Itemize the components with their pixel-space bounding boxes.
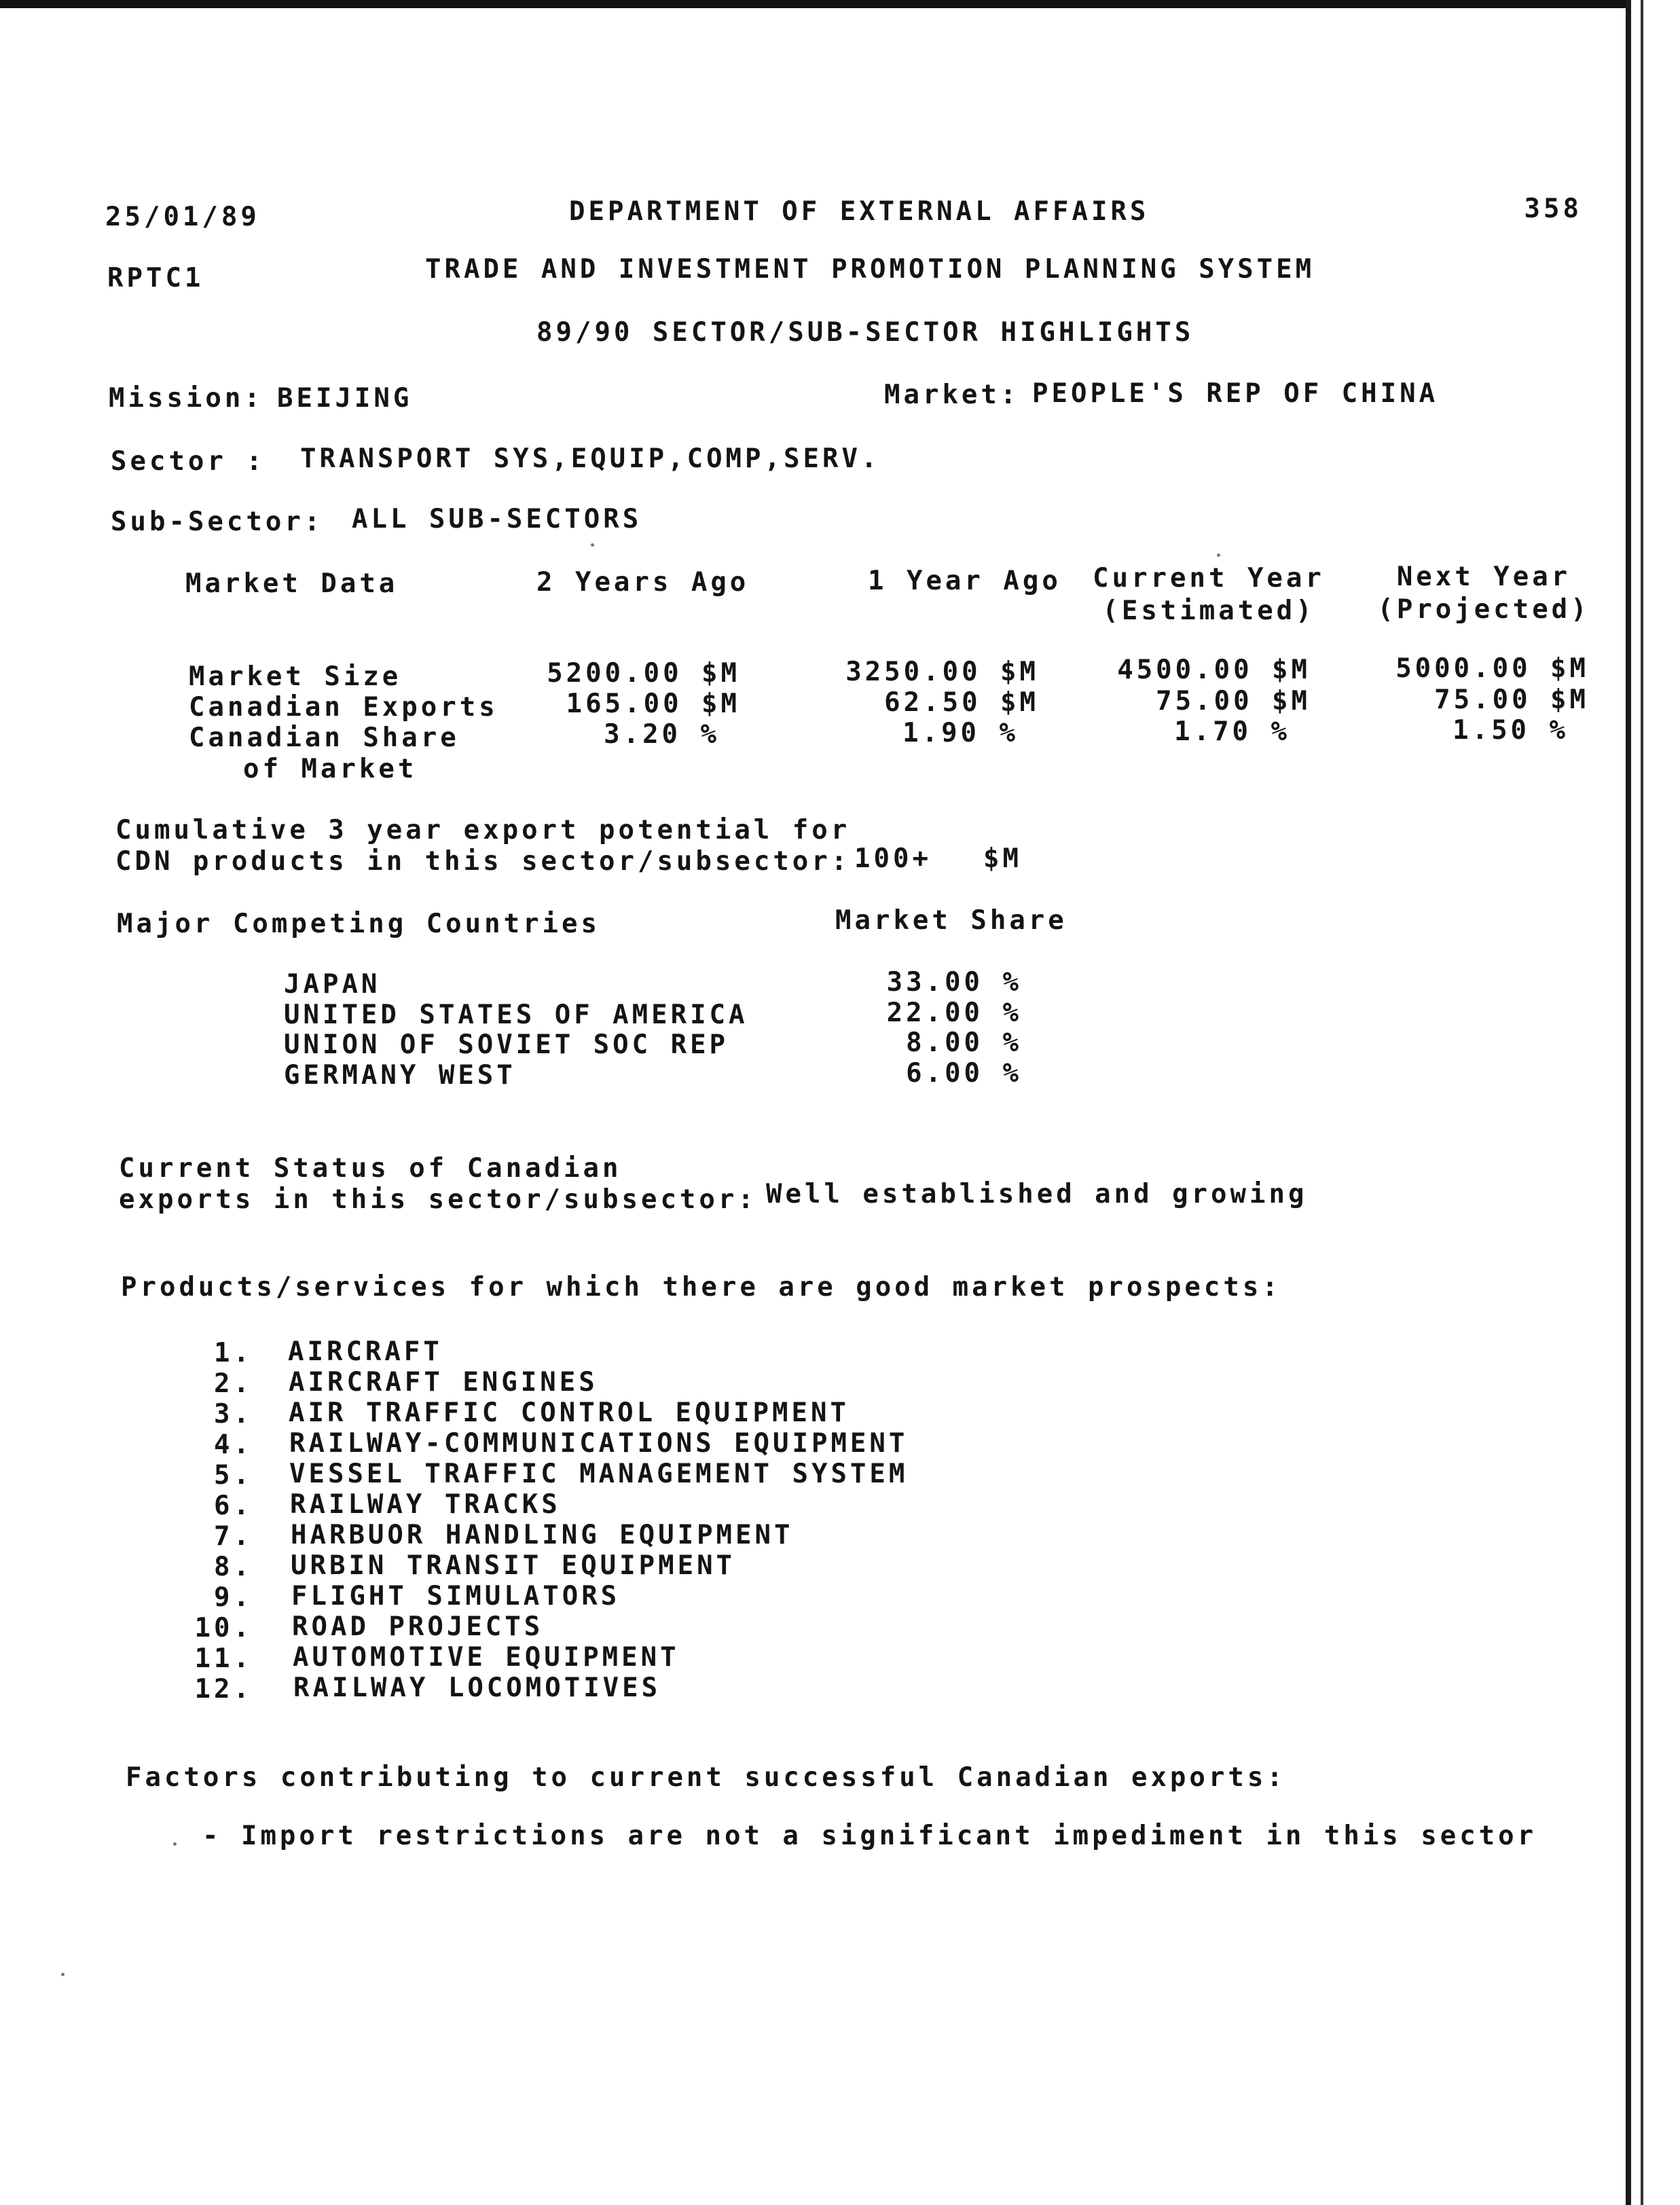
product-item: RAILWAY TRACKS [290, 1489, 561, 1520]
factor-item: - Import restrictions are not a significant impediment in this sector [202, 1821, 1537, 1851]
products-title: Products/services for which there are good market prospects: [121, 1272, 1281, 1302]
scan-speck [591, 543, 594, 547]
sub-sector-value: ALL SUB-SECTORS [352, 504, 642, 534]
canadian-share-1y: 1.90 % [902, 718, 1019, 748]
product-item: RAILWAY-COMMUNICATIONS EQUIPMENT [289, 1428, 909, 1459]
current-year-header: Current Year [1093, 563, 1325, 594]
report-date: 25/01/89 [105, 202, 260, 232]
product-number: 6. [214, 1491, 253, 1521]
product-number: 7. [214, 1521, 253, 1552]
market-size-1y: 3250.00 $M [845, 657, 1039, 687]
market-size-next: 5000.00 $M [1395, 653, 1589, 684]
canadian-exports-1y: 62.50 $M [884, 687, 1039, 718]
scan-speck [1217, 553, 1220, 557]
scan-right-edge [1626, 0, 1680, 2205]
product-number: 1. [214, 1338, 253, 1368]
product-item: AIR TRAFFIC CONTROL EQUIPMENT [289, 1398, 850, 1428]
two-years-ago-header: 2 Years Ago [536, 567, 750, 598]
competitor-country: GERMANY WEST [284, 1060, 516, 1091]
competitor-country: UNION OF SOVIET SOC REP [284, 1029, 729, 1060]
product-number: 2. [214, 1368, 253, 1399]
product-item: HARBUOR HANDLING EQUIPMENT [291, 1520, 794, 1550]
canadian-share-current: 1.70 % [1174, 716, 1290, 747]
competitor-country: JAPAN [284, 969, 381, 1000]
canadian-exports-next: 75.00 $M [1434, 685, 1589, 715]
market-value: PEOPLE'S REP OF CHINA [1032, 378, 1439, 409]
market-data-header: Market Data [185, 568, 399, 599]
product-number: 9. [214, 1582, 253, 1613]
product-item: AUTOMOTIVE EQUIPMENT [293, 1642, 680, 1673]
potential-value: 100+ [854, 843, 932, 874]
canadian-exports-2y: 165.00 $M [566, 689, 740, 719]
system-title: TRADE AND INVESTMENT PROMOTION PLANNING SYSTEM [425, 254, 1315, 285]
canadian-share-next: 1.50 % [1453, 715, 1569, 746]
potential-unit: $M [983, 843, 1022, 874]
product-item: FLIGHT SIMULATORS [291, 1581, 621, 1611]
canadian-exports-label: Canadian Exports [189, 692, 498, 723]
market-share-header: Market Share [835, 905, 1067, 936]
competitor-country: UNITED STATES OF AMERICA [284, 1000, 748, 1030]
market-label: Market: [884, 380, 1020, 410]
canadian-exports-current: 75.00 $M [1156, 686, 1311, 716]
product-number: 3. [214, 1399, 253, 1429]
competitor-share: 33.00 % [886, 967, 1022, 998]
status-line2: exports in this sector/subsector: [119, 1184, 757, 1215]
potential-line1: Cumulative 3 year export potential for [115, 815, 851, 845]
competitor-share: 6.00 % [906, 1058, 1022, 1089]
status-value: Well established and growing [766, 1179, 1308, 1209]
product-number: 4. [214, 1429, 253, 1460]
mission-value: BEIJING [277, 383, 413, 414]
department-title: DEPARTMENT OF EXTERNAL AFFAIRS [569, 196, 1150, 227]
next-year-subheader: (Projected) [1377, 594, 1590, 625]
report-title: 89/90 SECTOR/SUB-SECTOR HIGHLIGHTS [536, 317, 1194, 348]
sector-value: TRANSPORT SYS,EQUIP,COMP,SERV. [300, 443, 881, 474]
canadian-share-label-line2: of Market [243, 754, 418, 784]
product-item: ROAD PROJECTS [292, 1611, 544, 1642]
one-year-ago-header: 1 Year Ago [868, 566, 1061, 596]
potential-line2: CDN products in this sector/subsector: [115, 846, 851, 877]
product-item: AIRCRAFT ENGINES [289, 1367, 598, 1398]
competitors-title: Major Competing Countries [117, 909, 600, 939]
product-number: 11. [194, 1643, 253, 1674]
current-year-subheader: (Estimated) [1102, 596, 1315, 626]
scan-speck [61, 1973, 65, 1976]
canadian-share-2y: 3.20 % [604, 719, 720, 750]
product-item: AIRCRAFT [288, 1336, 443, 1367]
factors-title: Factors contributing to current successful Canadian exports: [126, 1762, 1286, 1793]
product-number: 5. [214, 1460, 253, 1491]
competitor-share: 22.00 % [886, 998, 1022, 1028]
competitor-share: 8.00 % [906, 1027, 1022, 1058]
market-size-current: 4500.00 $M [1117, 655, 1311, 685]
product-number: 10. [194, 1613, 253, 1643]
report-code: RPTC1 [107, 263, 204, 293]
status-line1: Current Status of Canadian [119, 1153, 622, 1184]
next-year-header: Next Year [1396, 562, 1571, 592]
mission-label: Mission: [109, 383, 263, 414]
scan-top-edge [0, 0, 1680, 8]
product-number: 12. [194, 1674, 253, 1705]
product-item: RAILWAY LOCOMOTIVES [293, 1673, 661, 1703]
page-number: 358 [1524, 194, 1582, 224]
canadian-share-label: Canadian Share [189, 723, 460, 753]
sector-label: Sector : [111, 446, 266, 477]
market-size-2y: 5200.00 $M [547, 658, 740, 689]
product-item: URBIN TRANSIT EQUIPMENT [291, 1550, 736, 1581]
scan-speck [173, 1842, 177, 1846]
market-size-label: Market Size [189, 661, 402, 692]
product-number: 8. [214, 1552, 253, 1582]
product-item: VESSEL TRAFFIC MANAGEMENT SYSTEM [289, 1459, 909, 1489]
sub-sector-label: Sub-Sector: [111, 507, 324, 537]
